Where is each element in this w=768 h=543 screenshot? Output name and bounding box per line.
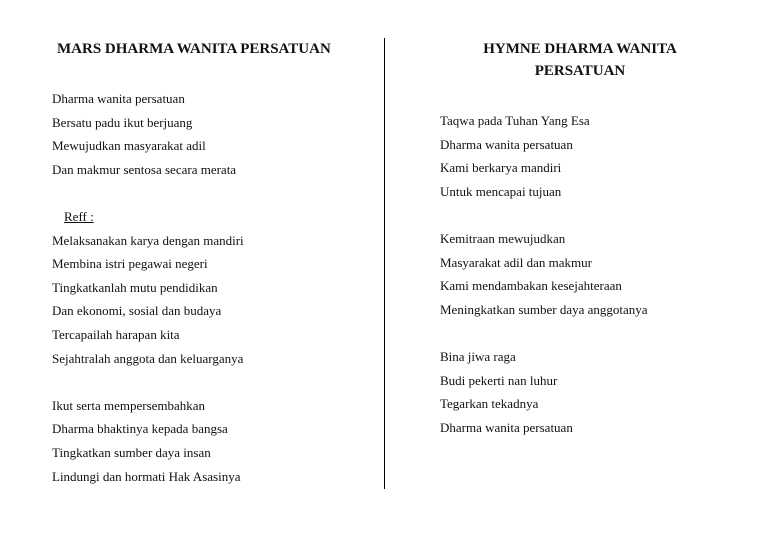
lyric-line: Bina jiwa raga <box>440 348 516 364</box>
lyric-line: Tingkatkan sumber daya insan <box>52 444 211 460</box>
lyric-line: Dharma wanita persatuan <box>52 91 185 106</box>
lyric-line: Untuk mencapai tujuan <box>440 183 562 199</box>
lyric-line: Dan makmur sentosa secara merata <box>52 161 237 177</box>
lyric-line: Dharma wanita persatuan <box>440 136 573 152</box>
mars-verse-2 <box>52 394 372 488</box>
hymne-verse-2 <box>440 227 740 321</box>
hymne-column <box>440 38 740 439</box>
lyric-line: Sejahtralah anggota dan keluarganya <box>52 350 244 366</box>
hymne-title <box>430 38 730 82</box>
mars-title: MARS DHARMA WANITA PERSATUAN <box>57 41 331 57</box>
lyric-line: Tercapailah harapan kita <box>52 326 180 342</box>
mars-refrain <box>52 229 372 371</box>
lyric-line: Dharma wanita persatuan <box>440 419 573 435</box>
lyric-line: Masyarakat adil dan makmur <box>440 254 592 270</box>
lyric-line: Budi pekerti nan luhur <box>440 372 558 388</box>
refrain-label: Reff : <box>64 208 94 224</box>
lyric-line: Kami berkarya mandiri <box>440 160 562 176</box>
lyric-line: Meningkatkan sumber daya anggotanya <box>440 301 648 317</box>
hymne-verse-1 <box>440 109 740 203</box>
lyric-line: Bersatu padu ikut berjuang <box>52 114 193 130</box>
lyric-line: Lindungi dan hormati Hak Asasinya <box>52 468 241 484</box>
lyric-line: Membina istri pegawai negeri <box>52 256 208 272</box>
lyric-line: Dharma bhaktinya kepada bangsa <box>52 421 228 437</box>
hymne-title-line-1: HYMNE DHARMA WANITA <box>483 41 677 57</box>
lyric-line: Ikut serta mempersembahkan <box>52 397 206 413</box>
lyric-line: Kami mendambakan kesejahteraan <box>440 278 622 294</box>
hymne-title-line-2: PERSATUAN <box>534 63 626 79</box>
lyric-line: Taqwa pada Tuhan Yang Esa <box>440 113 590 128</box>
lyric-line: Dan ekonomi, sosial dan budaya <box>52 303 222 319</box>
lyric-line: Tingkatkanlah mutu pendidikan <box>52 279 218 295</box>
lyric-line: Melaksanakan karya dengan mandiri <box>52 232 244 248</box>
column-divider <box>384 38 385 489</box>
mars-column <box>52 38 372 488</box>
mars-verse-1 <box>52 87 372 181</box>
hymne-verse-3 <box>440 345 740 439</box>
lyric-line: Mewujudkan masyarakat adil <box>52 138 206 154</box>
lyric-line: Tegarkan tekadnya <box>440 396 539 412</box>
lyric-line: Kemitraan mewujudkan <box>440 230 566 246</box>
